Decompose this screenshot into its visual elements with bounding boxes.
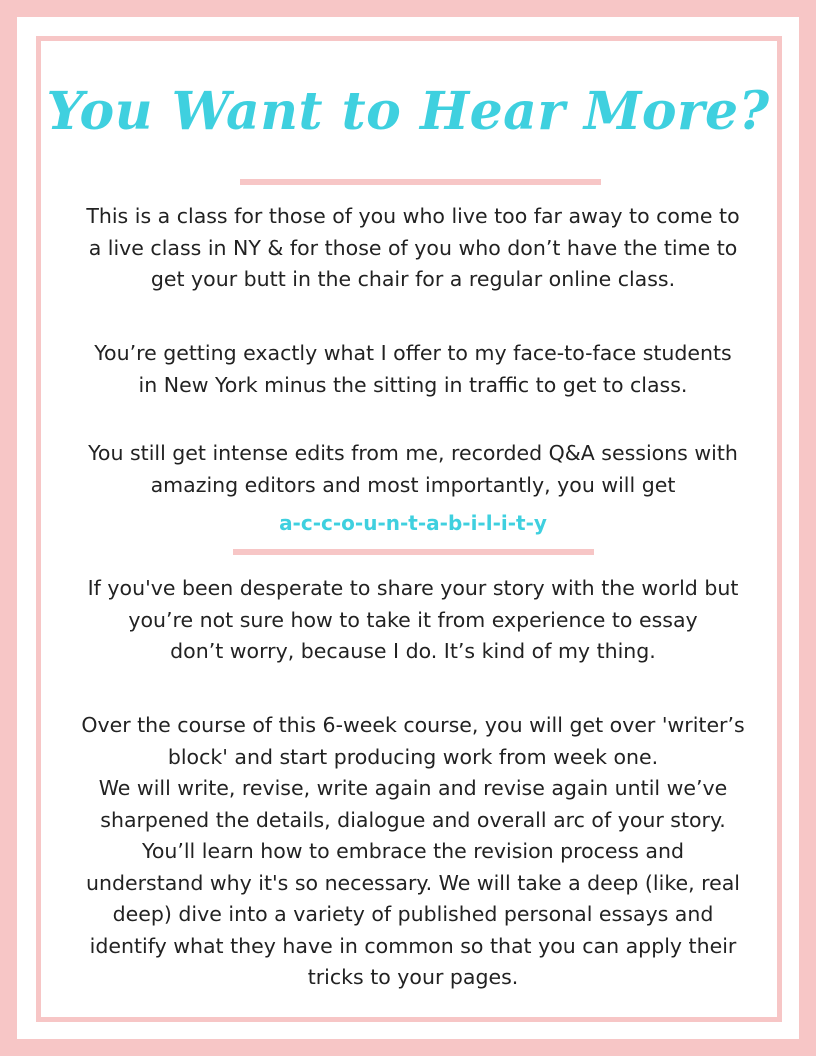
paragraph-line: This is a class for those of you who live too far away to come to bbox=[86, 204, 740, 228]
paragraph-line: don’t worry, because I do. It’s kind of my thing. bbox=[170, 639, 656, 663]
paragraph-story bbox=[46, 573, 780, 668]
paragraph-line: block' and start producing work from week one. bbox=[167, 744, 659, 769]
accountability-highlight: a-c-c-o-u-n-t-a-b-i-l-i-t-y bbox=[279, 511, 547, 535]
paragraph-line: If you've been desperate to share your story with the world but bbox=[87, 576, 739, 600]
paragraph-line: sharpened the details, dialogue and overall arc of your story. bbox=[100, 807, 726, 832]
paragraph-course bbox=[46, 710, 780, 994]
paragraph-line: understand why it's so necessary. We will take a deep (like, real bbox=[86, 870, 740, 895]
paragraph-line: you’re not sure how to take it from experience to essay bbox=[128, 607, 698, 632]
paragraph-line: deep) dive into a variety of published personal essays and bbox=[112, 902, 714, 926]
paragraph-edits bbox=[46, 438, 780, 501]
paragraph-offer bbox=[46, 338, 780, 401]
paragraph-line: identify what they have in common so that you can apply their bbox=[89, 933, 737, 958]
paragraph-intro bbox=[46, 201, 780, 296]
page-title: You Want to Hear More? bbox=[46, 81, 770, 142]
paragraph-line: You still get intense edits from me, recorded Q&A sessions with bbox=[88, 441, 738, 465]
paragraph-line: You’ll learn how to embrace the revision process and bbox=[142, 839, 684, 863]
paragraph-line: Over the course of this 6-week course, you will get over 'writer’s bbox=[81, 713, 745, 737]
paragraph-line: tricks to your pages. bbox=[307, 965, 519, 989]
middle-divider bbox=[233, 549, 594, 555]
paragraph-line: You’re getting exactly what I offer to my face-to-face students bbox=[94, 341, 732, 365]
paragraph-line: a live class in NY & for those of you who don’t have the time to bbox=[88, 235, 738, 260]
top-divider bbox=[240, 179, 601, 185]
paragraph-line: get your butt in the chair for a regular online class. bbox=[150, 267, 676, 291]
paragraph-line: in New York minus the sitting in traffic to get to class. bbox=[138, 372, 688, 397]
paragraph-line: We will write, revise, write again and revise again until we’ve bbox=[98, 776, 728, 800]
paragraph-line: amazing editors and most importantly, you will get bbox=[150, 472, 676, 497]
